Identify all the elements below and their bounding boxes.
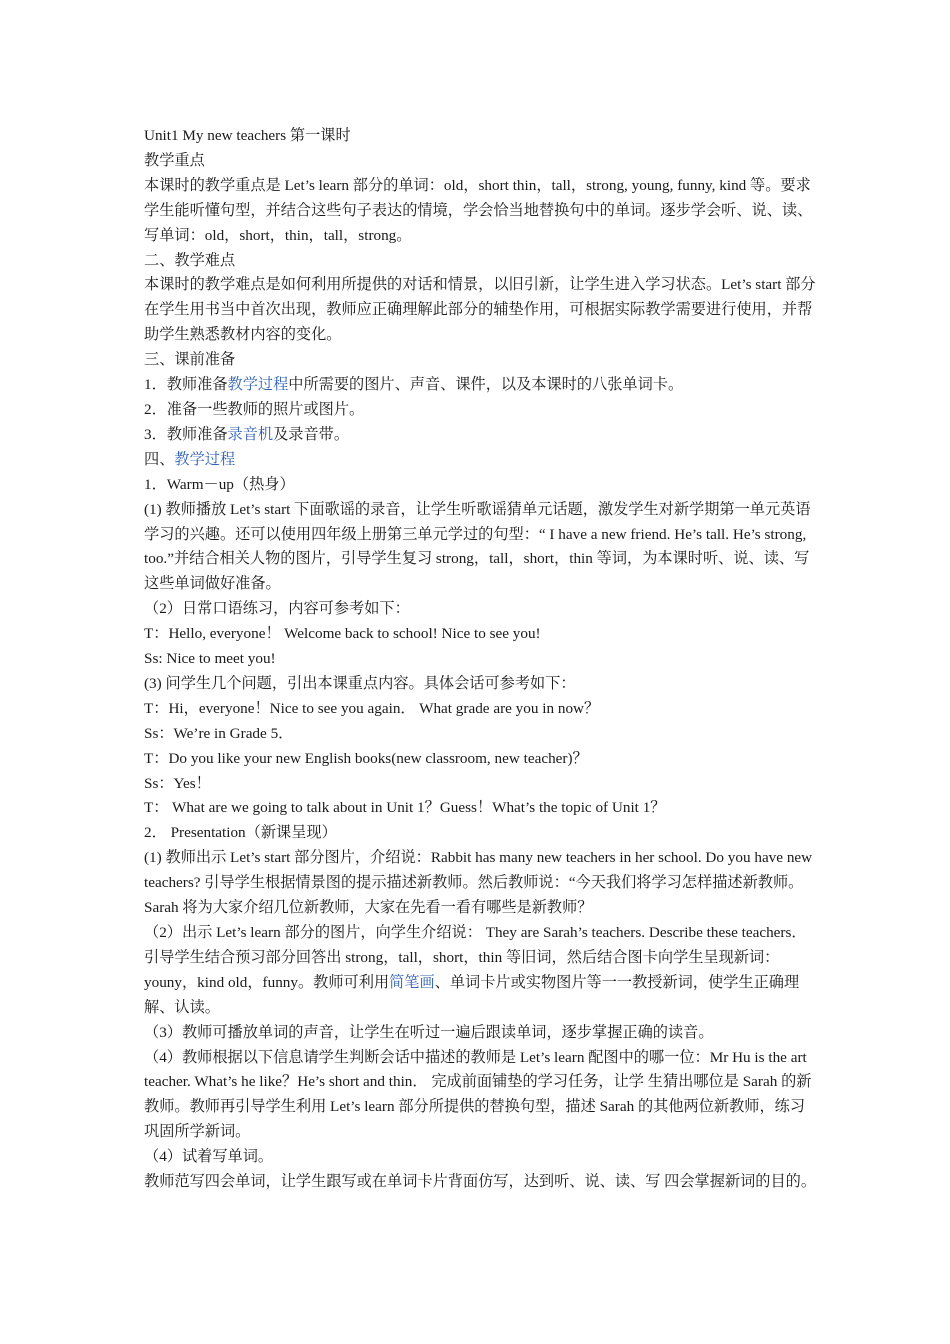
- dialog-line: T： What are we going to talk about in Unit 1？Guess！What’s the topic of Unit 1？: [144, 799, 666, 817]
- dialog-line: T：Hello, everyone！ Welcome back to school! Nice to see you!: [144, 625, 541, 643]
- section-heading-difficulties: 二、教学难点: [144, 251, 236, 269]
- dialog-line: Ss：We’re in Grade 5．: [144, 724, 294, 742]
- section-heading-preparation: 三、课前准备: [144, 351, 236, 369]
- prep-item-1-post: 中所需要的图片、声音、课件，以及本课时的八张单词卡。: [288, 376, 684, 394]
- document-title: Unit1 My new teachers 第一课时: [144, 127, 351, 144]
- dialog-line: T：Hi，everyone！Nice to see you again． What grade are you in now？: [144, 699, 600, 717]
- presentation-step-2-pre: （2）出示 Let’s learn 部分的图片，向学生介绍说： They are Sarah’s teachers. Describe these teachers．引导学生结合预习部分回答出 strong，tall，short，thin 等旧词，然后结合图卡向学生呈现新词：youny，kind old，funny。教师可利用: [144, 924, 807, 991]
- paragraph-key-points: 本课时的教学重点是 Let’s learn 部分的单词：old，short thin，tall，strong, young, funny, kind 等。要求学生能听懂句型，并结合这些句子表达的情境，学会恰当地替换句中的单词。逐步学会听、说、读、写单词：old，short，thin，tall，strong。: [144, 176, 813, 244]
- presentation-step-5: （4）试着写单词。: [144, 1148, 274, 1166]
- section-heading-process: [144, 448, 820, 473]
- dialog-line: Ss：Yes！: [144, 774, 211, 792]
- presentation-step-4: （4）教师根据以下信息请学生判断会话中描述的教师是 Let’s learn 配图中的哪一位：Mr Hu is the art teacher. What’s he like？He’s short and thin． 完成前面铺垫的学习任务，让学 生猜出哪位是 Sarah 的新教师。教师再引导学生利用 Let’s learn 部分所提供的替换句型，描述 Sarah 的其他两位新教师，练习巩固所学新词。: [144, 1048, 812, 1141]
- presentation-step-3: （3）教师可播放单词的声音，让学生在听过一遍后跟读单词，逐步掌握正确的读音。: [144, 1023, 714, 1041]
- warmup-step-3: (3) 问学生几个问题，引出本课重点内容。具体会话可参考如下：: [144, 674, 576, 692]
- dialog-line: Ss: Nice to meet you!: [144, 650, 276, 668]
- prep-item-2: 2．准备一些教师的照片或图片。: [144, 400, 365, 418]
- section-heading-key-points: 教学重点: [144, 151, 205, 169]
- teaching-process-link[interactable]: 教学过程: [227, 376, 289, 394]
- dialog-line: T：Do you like your new English books(new classroom, new teacher)？: [144, 749, 588, 767]
- presentation-step-6: 教师范写四会单词，让学生跟写或在单词卡片背面仿写，达到听、说、读、写 四会掌握新词的目的。: [144, 1173, 817, 1191]
- tape-recorder-link[interactable]: 录音机: [227, 425, 274, 443]
- prep-item-3-pre: 3．教师准备: [144, 425, 228, 443]
- warmup-heading: 1．Warm－up（热身）: [144, 475, 295, 493]
- lesson-plan-body: [144, 124, 820, 1195]
- presentation-step-2-post: 、单词卡片或实物图片等一一教授新词，使学生正确理解、认读。: [144, 973, 800, 1016]
- presentation-heading: 2． Presentation（新课呈现）: [144, 824, 337, 842]
- prep-item-1-pre: 1．教师准备: [144, 376, 228, 394]
- stick-drawing-link[interactable]: 简笔画: [389, 973, 435, 991]
- paragraph-difficulties: 本课时的教学难点是如何利用所提供的对话和情景，以旧引新，让学生进入学习状态。Let’s start 部分在学生用书当中首次出现，教师应正确理解此部分的辅垫作用，可根据实际教学需要进行使用，并帮助学生熟悉教材内容的变化。: [144, 276, 816, 344]
- warmup-step-1: (1) 教师播放 Let’s start 下面歌谣的录音，让学生听歌谣猜单元话题，激发学生对新学期第一单元英语学习的兴趣。还可以使用四年级上册第三单元学过的句型：“ I have a new friend. He’s tall. He’s strong, too.”并结合相关人物的图片，引导学生复习 strong，tall，short，thin 等词，为本课时听、说、读、写这些单词做好准备。: [144, 500, 811, 593]
- presentation-step-1: (1) 教师出示 Let’s start 部分图片，介绍说：Rabbit has many new teachers in her school. Do you have new teachers? 引导学生根据情景图的提示描述新教师。然后教师说：“今天我们将学习怎样描述新教师。Sarah 将为大家介绍几位新教师，大家在先看一看有哪些是新教师？: [144, 849, 813, 917]
- presentation-step-2: [144, 921, 820, 1021]
- prep-item-3: [144, 423, 820, 448]
- prep-item-3-post: 及录音带。: [273, 425, 350, 443]
- warmup-step-2: （2）日常口语练习，内容可参考如下：: [144, 600, 410, 618]
- section-heading-process-pre: 四、: [144, 450, 175, 468]
- teaching-process-heading-link[interactable]: 教学过程: [174, 450, 236, 468]
- prep-item-1: [144, 373, 820, 398]
